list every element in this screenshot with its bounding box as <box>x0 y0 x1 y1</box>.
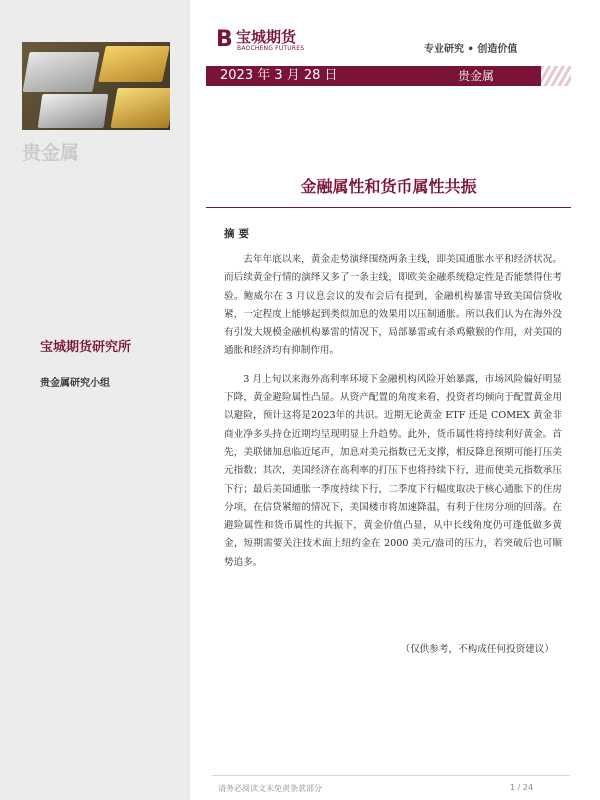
page-number: 1 / 24 <box>510 783 534 792</box>
gold-bar <box>98 46 170 82</box>
disclaimer: （仅供参考，不构成任何投资建议） <box>400 644 554 655</box>
report-date: 2023 年 3 月 28 日 <box>220 68 338 83</box>
research-team: 贵金属研究小组 <box>40 378 110 389</box>
footer-divider <box>212 775 570 776</box>
slogan: 专业研究 • 创造价值 <box>424 44 518 55</box>
logo-mark-icon: B <box>216 27 233 52</box>
logo-chinese-name: 宝城期货 <box>236 28 297 46</box>
sidebar-section-title: 贵金属 <box>22 142 80 164</box>
logo-english-name: BAOCHENG FUTURES <box>237 45 305 52</box>
silver-bar <box>38 94 109 128</box>
abstract-body <box>224 251 562 582</box>
gold-bar <box>110 88 170 128</box>
company-logo <box>216 26 316 56</box>
date-banner-stripes <box>541 66 571 86</box>
footer-notice: 请务必阅读文末免责条款部分 <box>218 784 322 793</box>
institute-name: 宝城期货研究所 <box>40 340 132 355</box>
abstract-heading: 摘要 <box>224 228 253 240</box>
title-divider <box>206 207 571 208</box>
gold-silver-bars-image <box>22 42 170 130</box>
abstract-paragraph-2: 3 月上旬以来海外高利率环境下金融机构风险开始暴露，市场风险偏好明显下降，黄金避险属性凸显。从资产配置的角度来看，投资者均倾向于配置黄金用以避险，预计这将是2023年的共识。近期无论黄金 ETF 还是 COMEX 黄金非商业净多头持仓近期均呈现明显上升趋势。此外，货币属性将持续利好黄金。首先，美联储加息临近尾声，加息对美元指数已无支撑，相反降息预期可能打压美元指数；其次，美国经济在高利率的打压下也将持续下行，进而使美元指数承压下行；最后美国通胀一季度持续下行，二季度下行幅度取决于核心通胀下的住房分项，在信贷紧缩的情况下，美国楼市将加速降温，有利于住房分项的回落。在避险属性和货币属性的共振下，黄金价值凸显，从中长线角度仍可逢低做多黄金，短期需要关注技术面上纽约金在 2000 美元/盎司的压力，若突破后也可顺势追多。 <box>224 373 562 568</box>
document-title: 金融属性和货币属性共振 <box>300 177 477 196</box>
abstract-paragraph-1: 去年年底以来，黄金走势演绎围绕两条主线，即美国通胀水平和经济状况。而后续黄金行情的演绎又多了一条主线，即欧美金融系统稳定性是否能禁得住考验。鲍威尔在 3 月议息会议的发布会后有提到，金融机构暴雷导致美国信贷收紧，一定程度上能够起到类似加息的效果用以压制通胀。所以我们认为在海外没有引发大规模金融机构暴雷的情况下，局部暴雷或有杀鸡儆猴的作用，对美国的通胀和经济均有抑制作用。 <box>224 254 562 357</box>
silver-bar <box>22 52 99 92</box>
report-category: 贵金属 <box>458 69 495 83</box>
sidebar <box>0 0 190 800</box>
